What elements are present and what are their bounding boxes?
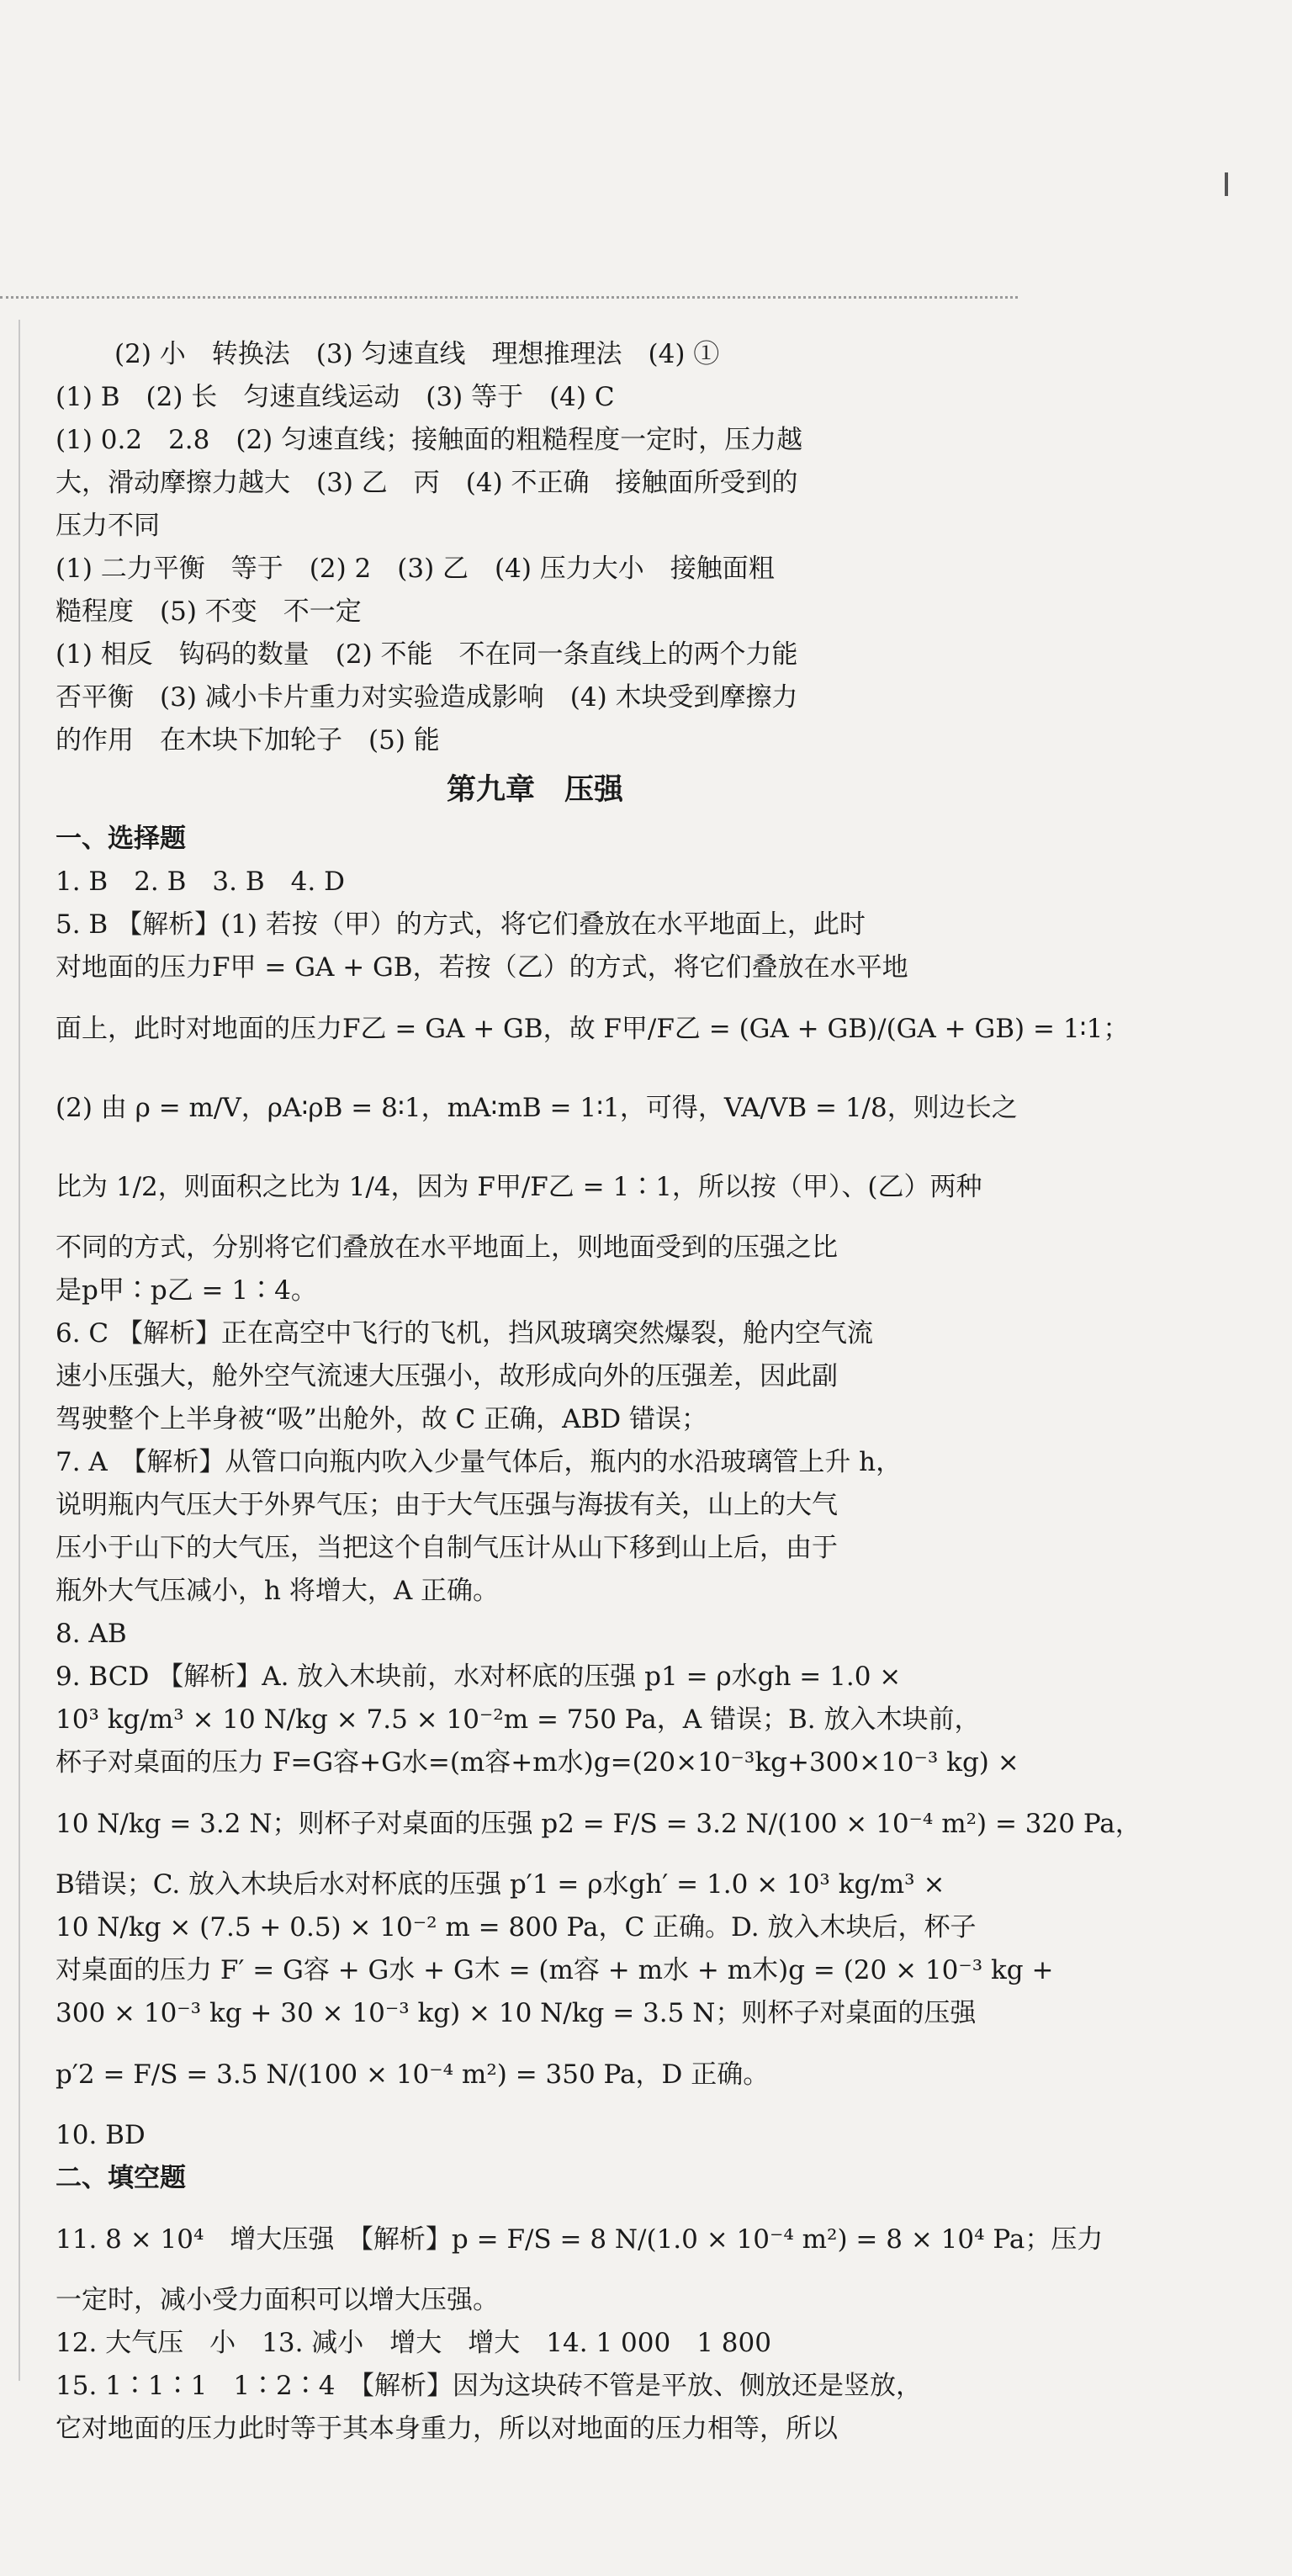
section-heading-choice: 一、选择题 <box>56 824 186 854</box>
left-margin-rule <box>19 320 20 2381</box>
answer-9-line-8: 300 × 10⁻³ kg + 30 × 10⁻³ kg) × 10 N/kg = 3.5 N；则杯子对桌面的压强 <box>56 1998 977 2028</box>
answer-34-line-2: 糙程度 (5) 不变 不一定 <box>56 596 362 627</box>
answer-35-line-3: 的作用 在木块下加轮子 (5) 能 <box>56 725 440 755</box>
answers-12-14: 12. 大气压 小 13. 减小 增大 增大 14. 1 000 1 800 <box>56 2328 771 2358</box>
answer-33-line-2: 大，滑动摩擦力越大 (3) 乙 丙 (4) 不正确 接触面所受到的 <box>56 468 798 498</box>
answer-34: (1) 二力平衡 等于 (2) 2 (3) 乙 (4) 压力大小 接触面粗 <box>56 554 775 584</box>
answer-10: 10. BD <box>56 2120 146 2150</box>
answer-9-line-4: 10 N/kg = 3.2 N；则杯子对桌面的压强 p2 = F/S = 3.2 N/(100 × 10⁻⁴ m²) = 320 Pa， <box>56 1809 1141 1839</box>
answer-7-line-3: 压小于山下的大气压，当把这个自制气压计从山下移到山上后，由于 <box>56 1533 838 1563</box>
answer-9-line-3: 杯子对桌面的压力 F=G容+G水=(m容+m水)g=(20×10⁻³kg+300×10⁻³ kg) × <box>56 1747 1019 1778</box>
answer-9-line-7: 对桌面的压力 F′ = G容 + G水 + G木 = (m容 + m水 + m木)g = (20 × 10⁻³ kg + <box>56 1955 1054 1985</box>
section-heading-fill: 二、填空题 <box>56 2163 186 2193</box>
answer-7: 7. A 【解析】从管口向瓶内吹入少量气体后，瓶内的水沿玻璃管上升 h， <box>56 1447 903 1477</box>
answer-15-line-2: 它对地面的压力此时等于其本身重力，所以对地面的压力相等，所以 <box>56 2414 838 2444</box>
answer-11-line-2: 一定时，减小受力面积可以增大压强。 <box>56 2285 499 2315</box>
answer-32: (1) B (2) 长 匀速直线运动 (3) 等于 (4) C <box>56 382 615 412</box>
answer-7-line-4: 瓶外大气压减小，h 将增大，A 正确。 <box>56 1576 500 1606</box>
answer-5-line-3: 面上，此时对地面的压力F乙 = GA + GB，故 F甲/F乙 = (GA + GB)/(GA + GB) = 1∶1； <box>56 1014 1130 1044</box>
answer-33-line-3: 压力不同 <box>56 511 160 541</box>
answer-content <box>56 333 1141 2451</box>
answer-33: (1) 0.2 2.8 (2) 匀速直线；接触面的粗糙程度一定时，压力越 <box>56 425 803 455</box>
answer-35: (1) 相反 钩码的数量 (2) 不能 不在同一条直线上的两个力能 <box>56 639 798 670</box>
answer-6-line-3: 驾驶整个上半身被“吸”出舱外，故 C 正确，ABD 错误； <box>56 1404 707 1434</box>
answer-15: 15. 1∶1∶1 1∶2∶4 【解析】因为这块砖不管是平放、侧放还是竖放， <box>56 2371 922 2401</box>
answer-9: 9. BCD 【解析】A. 放入木块前，水对杯底的压强 p1 = ρ水gh = 1.0 × <box>56 1662 902 1692</box>
top-dotted-rule <box>0 296 1018 299</box>
answer-9-line-2: 10³ kg/m³ × 10 N/kg × 7.5 × 10⁻²m = 750 Pa，A 错误；B. 放入木块前， <box>56 1704 981 1735</box>
answer-6: 6. C 【解析】正在高空中飞行的飞机，挡风玻璃突然爆裂，舱内空气流 <box>56 1318 874 1349</box>
answer-9-line-6: 10 N/kg × (7.5 + 0.5) × 10⁻² m = 800 Pa，C 正确。D. 放入木块后，杯子 <box>56 1912 977 1943</box>
answer-5: 5. B 【解析】(1) 若按（甲）的方式，将它们叠放在水平地面上，此时 <box>56 909 866 940</box>
answer-5-line-5: 比为 1/2，则面积之比为 1/4，因为 F甲/F乙 = 1∶1，所以按（甲）、(乙）两种 <box>56 1172 982 1202</box>
answer-35-line-2: 否平衡 (3) 减小卡片重力对实验造成影响 (4) 木块受到摩擦力 <box>56 682 798 713</box>
page-edge-mark <box>1225 172 1228 196</box>
answer-9-line-9: p′2 = F/S = 3.5 N/(100 × 10⁻⁴ m²) = 350 Pa，D 正确。 <box>56 2059 770 2090</box>
answer-9-line-5: B错误；C. 放入木块后水对杯底的压强 p′1 = ρ水gh′ = 1.0 × 10³ kg/m³ × <box>56 1869 945 1900</box>
answer-8: 8. AB <box>56 1619 127 1649</box>
answer-5-line-2: 对地面的压力F甲 = GA + GB，若按（乙）的方式，将它们叠放在水平地 <box>56 952 908 983</box>
answer-7-line-2: 说明瓶内气压大于外界气压；由于大气压强与海拔有关，山上的大气 <box>56 1490 838 1520</box>
chapter-title: 第九章 压强 <box>446 773 623 807</box>
answers-1-4: 1. B 2. B 3. B 4. D <box>56 867 345 897</box>
answer-5-line-7: 是p甲∶p乙 = 1∶4。 <box>56 1275 317 1306</box>
answer-5-line-4: (2) 由 ρ = m/V，ρA∶ρB = 8∶1，mA∶mB = 1∶1，可得，VA/VB = 1/8，则边长之 <box>56 1093 1018 1123</box>
answer-6-line-2: 速小压强大，舱外空气流速大压强小，故形成向外的压强差，因此副 <box>56 1361 838 1391</box>
answer-31-continued: (2) 小 转换法 (3) 匀速直线 理想推理法 (4) ① <box>114 339 720 369</box>
answer-11: 11. 8 × 10⁴ 增大压强 【解析】p = F/S = 8 N/(1.0 × 10⁻⁴ m²) = 8 × 10⁴ Pa；压力 <box>56 2224 1104 2255</box>
answer-5-line-6: 不同的方式，分别将它们叠放在水平地面上，则地面受到的压强之比 <box>56 1232 838 1263</box>
